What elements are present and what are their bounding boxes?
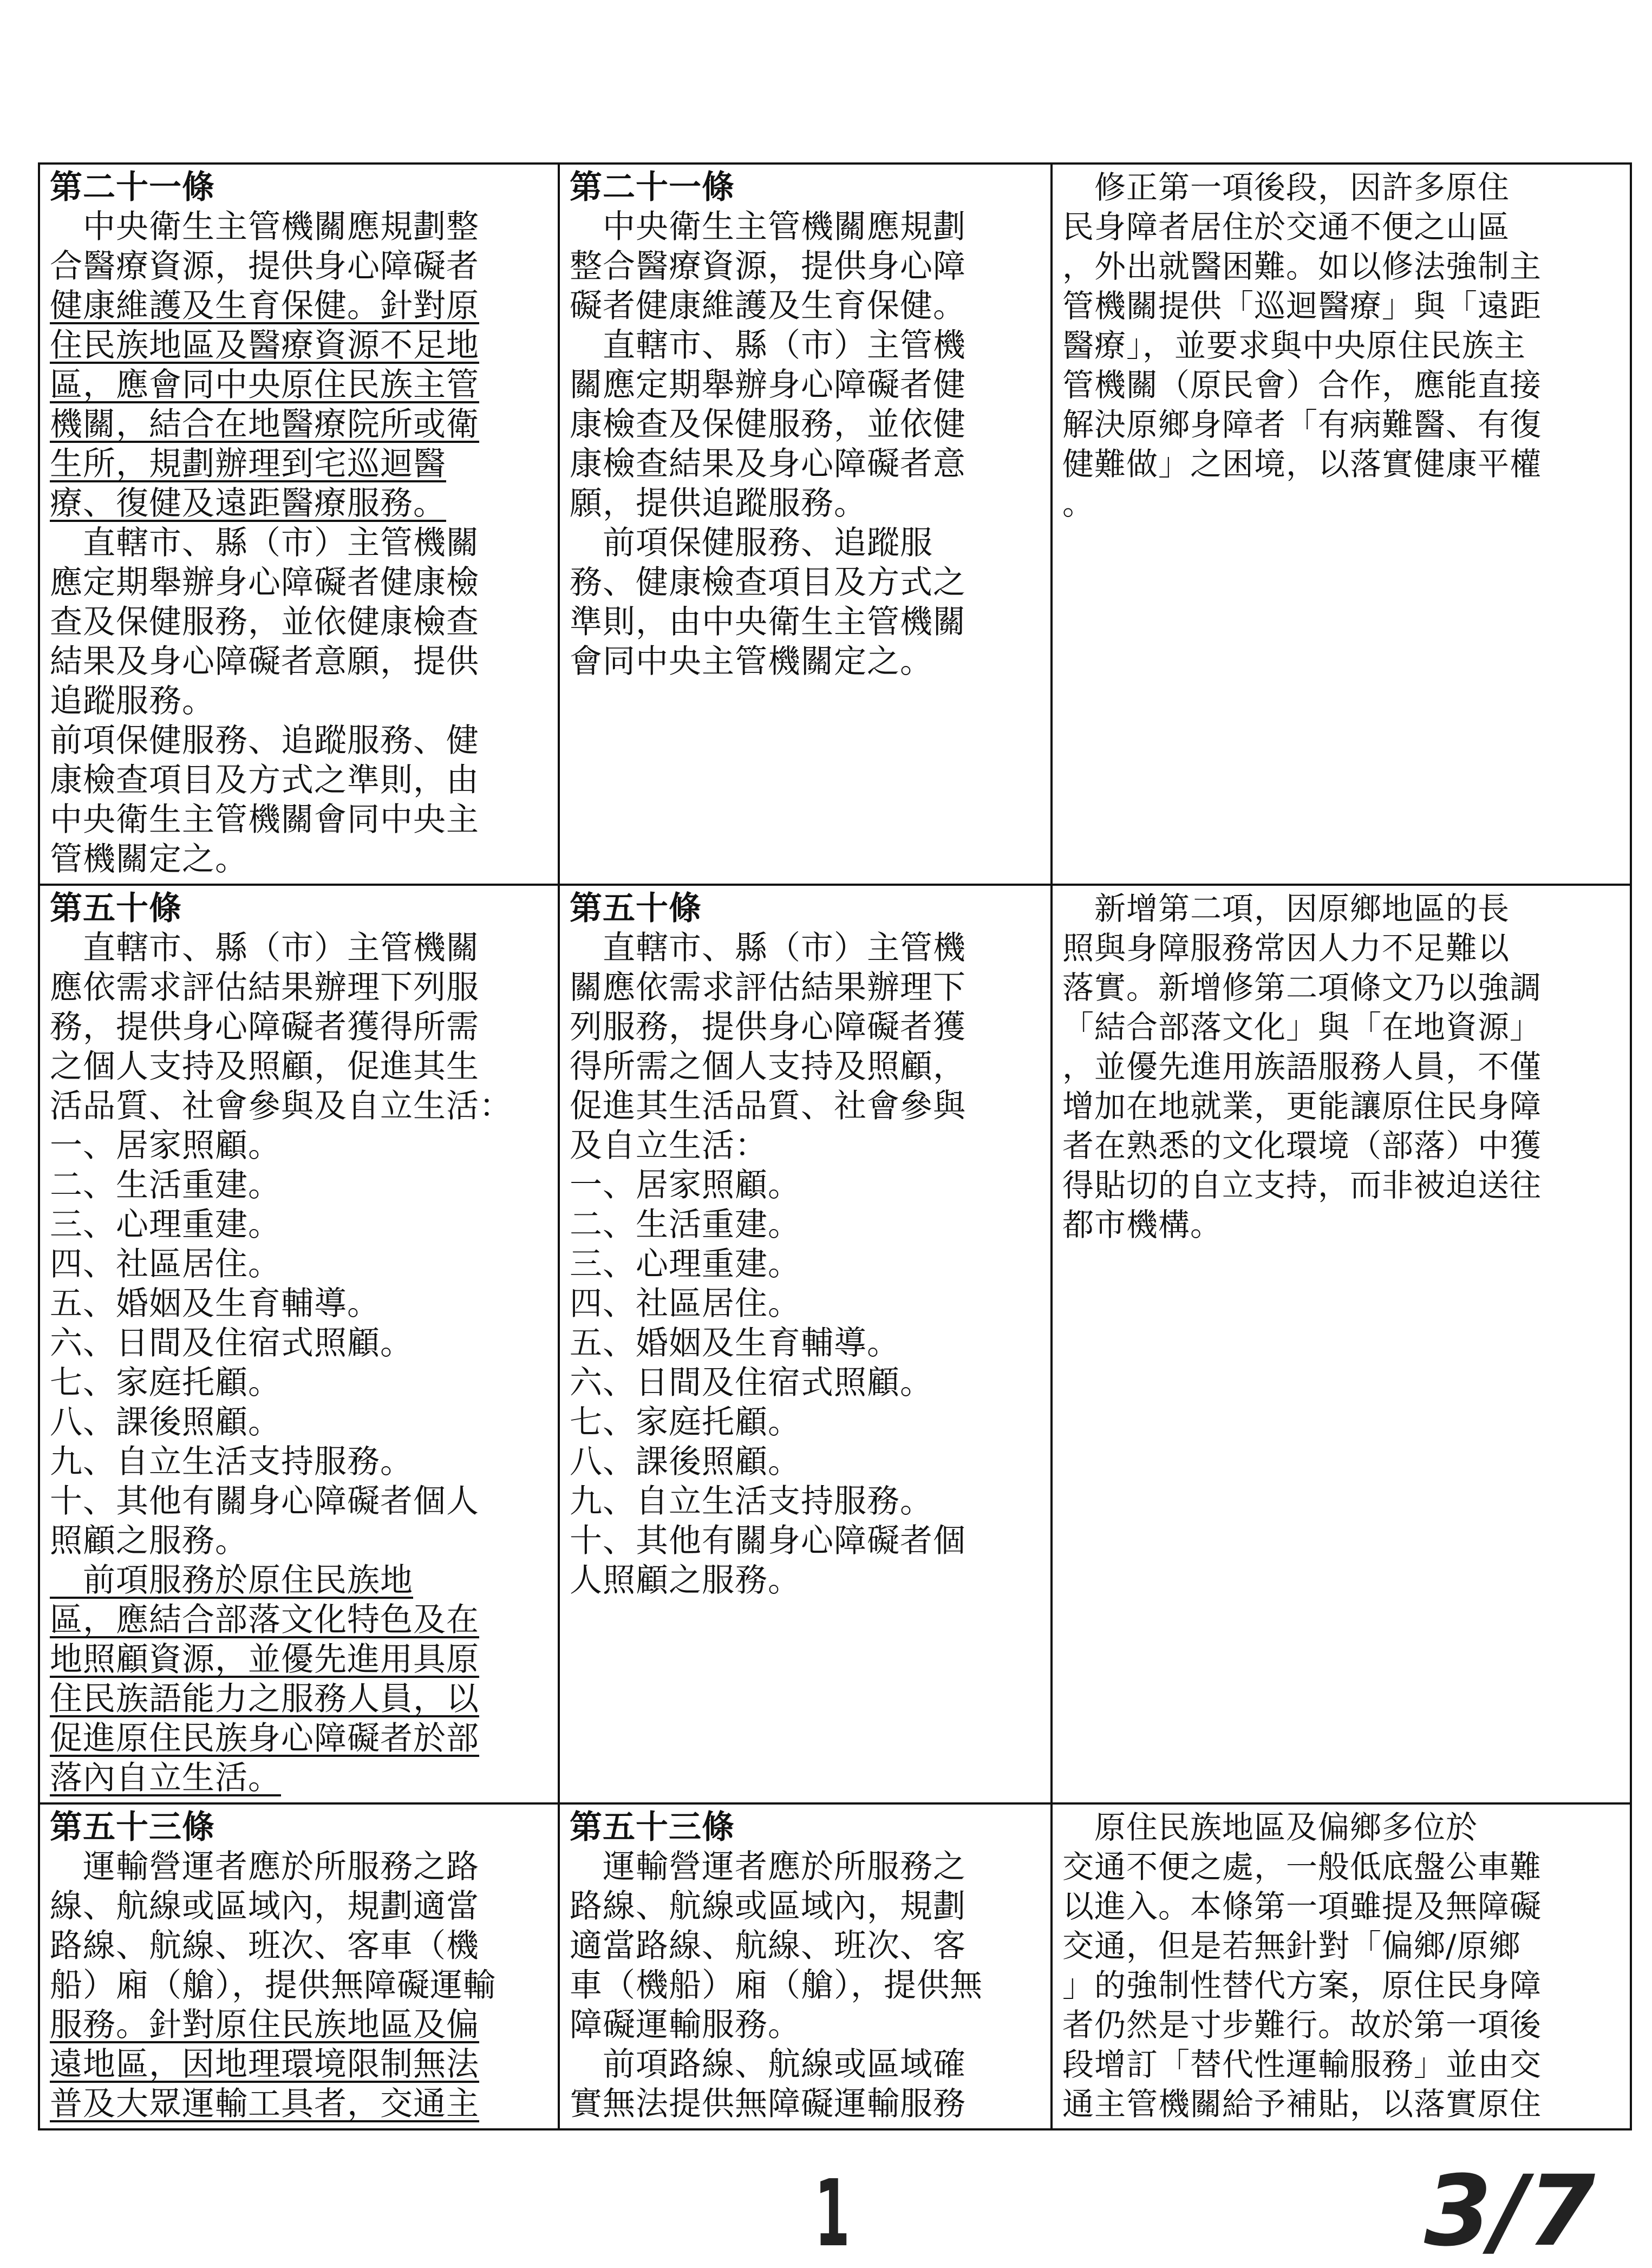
text-line: 」的強制性替代方案，原住民身障 xyxy=(1062,1967,1542,2004)
text-line-underlined: 區，應會同中央原住民族主管 xyxy=(50,366,479,404)
handwritten-mark: 1 xyxy=(814,2160,850,2267)
text-line: 之個人支持及照顧，促進其生 xyxy=(50,1048,479,1086)
text-line: 照與身障服務常因人力不足難以 xyxy=(1062,930,1510,966)
explanation-cell xyxy=(1052,164,1631,885)
text-line: 者在熟悉的文化環境（部落）中獲 xyxy=(1062,1127,1542,1164)
text-line-underlined: 住民族地區及醫療資源不足地 xyxy=(50,326,479,364)
current-article-cell xyxy=(559,1803,1052,2129)
list-item: 一、居家照顧。 xyxy=(570,1166,801,1204)
list-item: 一、居家照顧。 xyxy=(50,1127,281,1165)
text-line: 結果及身心障礙者意願，提供 xyxy=(50,643,479,681)
list-item: 四、社區居住。 xyxy=(50,1245,281,1283)
text-line: 準則，由中央衛生主管機關 xyxy=(570,603,966,641)
proposed-article-cell xyxy=(39,1803,559,2129)
text-line-underlined: 普及大眾運輸工具者，交通主 xyxy=(50,2085,479,2123)
article-heading: 第五十條 xyxy=(570,890,702,927)
text-line: 車（機船）廂（艙），提供無 xyxy=(570,1966,983,2004)
text-line: 應定期舉辦身心障礙者健康檢 xyxy=(50,564,479,602)
text-line: 前項保健服務、追蹤服務、健 xyxy=(50,722,479,760)
text-line: 管機關定之。 xyxy=(50,840,248,878)
table-row xyxy=(39,164,1631,885)
text-line: 修正第一項後段，因許多原住 xyxy=(1062,169,1510,206)
text-line: 礙者健康維護及生育保健。 xyxy=(570,287,966,325)
text-line-underlined: 服務。針對原住民族地區及偏 xyxy=(50,2006,479,2044)
text-line: 路線、航線或區域內，規劃 xyxy=(570,1887,966,1925)
table-row xyxy=(39,885,1631,1803)
text-line-underlined: 促進原住民族身心障礙者於部 xyxy=(50,1720,479,1757)
text-line: 適當路線、航線、班次、客 xyxy=(570,1927,966,1965)
text-line: 追蹤服務。 xyxy=(50,682,215,720)
text-line: 通主管機關給予補貼，以落實原住 xyxy=(1062,2086,1542,2122)
current-article-cell xyxy=(559,164,1052,885)
text-line-underlined: 住民族語能力之服務人員，以 xyxy=(50,1680,479,1718)
text-line: 會同中央主管機關定之。 xyxy=(570,643,933,681)
text-line: 解決原鄉身障者「有病難醫、有復 xyxy=(1062,406,1542,443)
text-line: 得貼切的自立支持，而非被迫送往 xyxy=(1062,1167,1542,1204)
text-line: 合醫療資源，提供身心障礙者 xyxy=(50,247,479,285)
text-line: 促進其生活品質、社會參與 xyxy=(570,1087,966,1125)
text-line: 關應依需求評估結果辦理下 xyxy=(570,969,966,1006)
text-line: 康檢查及保健服務，並依健 xyxy=(570,406,966,443)
article-heading: 第五十三條 xyxy=(570,1808,735,1846)
text-line-underlined: 落內自立生活。 xyxy=(50,1759,281,1797)
text-line-underlined: 療、復健及遠距醫療服務。 xyxy=(50,485,446,522)
list-item: 九、自立生活支持服務。 xyxy=(50,1443,413,1481)
text-line: 醫療」，並要求與中央原住民族主 xyxy=(1062,327,1526,364)
text-line-underlined: 健康維護及生育保健。針對原 xyxy=(50,287,479,325)
article-heading: 第五十三條 xyxy=(50,1808,215,1846)
list-item: 八、課後照顧。 xyxy=(570,1443,801,1481)
explanation-cell xyxy=(1052,1803,1631,2129)
text-line: 活品質、社會參與及自立生活： xyxy=(50,1087,512,1125)
text-line: 直轄市、縣（市）主管機 xyxy=(570,326,966,364)
text-line: ，外出就醫困難。如以修法強制主 xyxy=(1062,248,1542,285)
list-item: 四、社區居住。 xyxy=(570,1285,801,1323)
text-line: 及自立生活： xyxy=(570,1127,768,1165)
list-item: 五、婚姻及生育輔導。 xyxy=(570,1324,900,1362)
table-row xyxy=(39,1803,1631,2129)
text-line: 實無法提供無障礙運輸服務 xyxy=(570,2085,966,2123)
text-line: 原住民族地區及偏鄉多位於 xyxy=(1062,1809,1478,1846)
text-line: 都市機構。 xyxy=(1062,1206,1223,1243)
article-heading: 第五十條 xyxy=(50,890,182,927)
text-line: 直轄市、縣（市）主管機關 xyxy=(50,524,479,562)
text-line: 民身障者居住於交通不便之山區 xyxy=(1062,208,1510,245)
text-line: 列服務，提供身心障礙者獲 xyxy=(570,1008,966,1046)
list-item: 十、其他有關身心障礙者個 xyxy=(570,1522,966,1560)
text-line: 前項路線、航線或區域確 xyxy=(570,2045,966,2083)
text-line: 康檢查結果及身心障礙者意 xyxy=(570,445,966,483)
comparison-table xyxy=(38,162,1632,2130)
text-line: 段增訂「替代性運輸服務」並由交 xyxy=(1062,2046,1542,2083)
text-line: 健難做」之困境，以落實健康平權 xyxy=(1062,446,1542,482)
text-line: 增加在地就業，更能讓原住民身障 xyxy=(1062,1088,1542,1125)
list-item: 六、日間及住宿式照顧。 xyxy=(570,1364,933,1402)
list-item: 九、自立生活支持服務。 xyxy=(570,1482,933,1520)
text-line: ，並優先進用族語服務人員，不僅 xyxy=(1062,1048,1542,1085)
list-item: 六、日間及住宿式照顧。 xyxy=(50,1324,413,1362)
text-line: 願，提供追蹤服務。 xyxy=(570,485,867,522)
text-line-underlined: 區，應結合部落文化特色及在 xyxy=(50,1601,479,1639)
text-line-underlined: 遠地區，因地理環境限制無法 xyxy=(50,2045,479,2083)
text-line: 交通不便之處，一般低底盤公車難 xyxy=(1062,1848,1542,1885)
text-line: 中央衛生主管機關會同中央主 xyxy=(50,801,479,839)
text-line: 人照顧之服務。 xyxy=(570,1561,801,1599)
text-line: 務，提供身心障礙者獲得所需 xyxy=(50,1008,479,1046)
list-item: 三、心理重建。 xyxy=(50,1206,281,1244)
text-line: 前項保健服務、追蹤服 xyxy=(570,524,933,562)
list-item: 二、生活重建。 xyxy=(50,1166,281,1204)
text-line: 應依需求評估結果辦理下列服 xyxy=(50,969,479,1006)
article-heading: 第二十一條 xyxy=(570,168,735,206)
text-line: 。 xyxy=(1062,485,1095,522)
list-item: 七、家庭托顧。 xyxy=(570,1403,801,1441)
text-line: 管機關提供「巡迴醫療」與「遠距 xyxy=(1062,287,1542,324)
text-line: 查及保健服務，並依健康檢查 xyxy=(50,603,479,641)
text-line-underlined: 前項服務於原住民族地 xyxy=(50,1561,413,1599)
text-line: 直轄市、縣（市）主管機 xyxy=(570,929,966,967)
text-line: 康檢查項目及方式之準則，由 xyxy=(50,761,479,799)
text-line: 障礙運輸服務。 xyxy=(570,2006,801,2044)
text-line: 以進入。本條第一項雖提及無障礙 xyxy=(1062,1888,1542,1925)
text-line: 落實。新增修第二項條文乃以強調 xyxy=(1062,969,1542,1006)
text-line-underlined: 生所，規劃辦理到宅巡迴醫 xyxy=(50,445,446,483)
text-line: 船）廂（艙），提供無障礙運輸 xyxy=(50,1966,496,2004)
text-line: 運輸營運者應於所服務之路 xyxy=(50,1848,479,1886)
article-heading: 第二十一條 xyxy=(50,168,215,206)
text-line: 中央衛生主管機關應規劃 xyxy=(570,208,966,246)
text-line: 者仍然是寸步難行。故於第一項後 xyxy=(1062,2006,1542,2043)
list-item: 三、心理重建。 xyxy=(570,1245,801,1283)
text-line: 得所需之個人支持及照顧， xyxy=(570,1048,966,1086)
text-line: 新增第二項，因原鄉地區的長 xyxy=(1062,890,1510,927)
text-line: 運輸營運者應於所服務之 xyxy=(570,1848,966,1886)
explanation-cell xyxy=(1052,885,1631,1803)
text-line: 「結合部落文化」與「在地資源」 xyxy=(1062,1009,1542,1045)
list-item: 十、其他有關身心障礙者個人 xyxy=(50,1482,479,1520)
text-line: 路線、航線、班次、客車（機 xyxy=(50,1927,479,1965)
proposed-article-cell xyxy=(39,885,559,1803)
handwritten-page-number: 3/7 xyxy=(1424,2155,1596,2268)
text-line: 關應定期舉辦身心障礙者健 xyxy=(570,366,966,404)
text-line: 照顧之服務。 xyxy=(50,1522,248,1560)
list-item: 八、課後照顧。 xyxy=(50,1403,281,1441)
text-line: 務、健康檢查項目及方式之 xyxy=(570,564,966,602)
text-line: 交通，但是若無針對「偏鄉/原鄉 xyxy=(1062,1927,1521,1964)
list-item: 七、家庭托顧。 xyxy=(50,1364,281,1402)
text-line: 直轄市、縣（市）主管機關 xyxy=(50,929,479,967)
text-line: 中央衛生主管機關應規劃整 xyxy=(50,208,479,246)
text-line-underlined: 地照顧資源，並優先進用具原 xyxy=(50,1640,479,1678)
current-article-cell xyxy=(559,885,1052,1803)
text-line: 整合醫療資源，提供身心障 xyxy=(570,247,966,285)
text-line: 線、航線或區域內，規劃適當 xyxy=(50,1887,479,1925)
proposed-article-cell xyxy=(39,164,559,885)
text-line-underlined: 機關，結合在地醫療院所或衛 xyxy=(50,406,479,443)
list-item: 二、生活重建。 xyxy=(570,1206,801,1244)
list-item: 五、婚姻及生育輔導。 xyxy=(50,1285,380,1323)
text-line: 管機關（原民會）合作，應能直接 xyxy=(1062,367,1542,403)
